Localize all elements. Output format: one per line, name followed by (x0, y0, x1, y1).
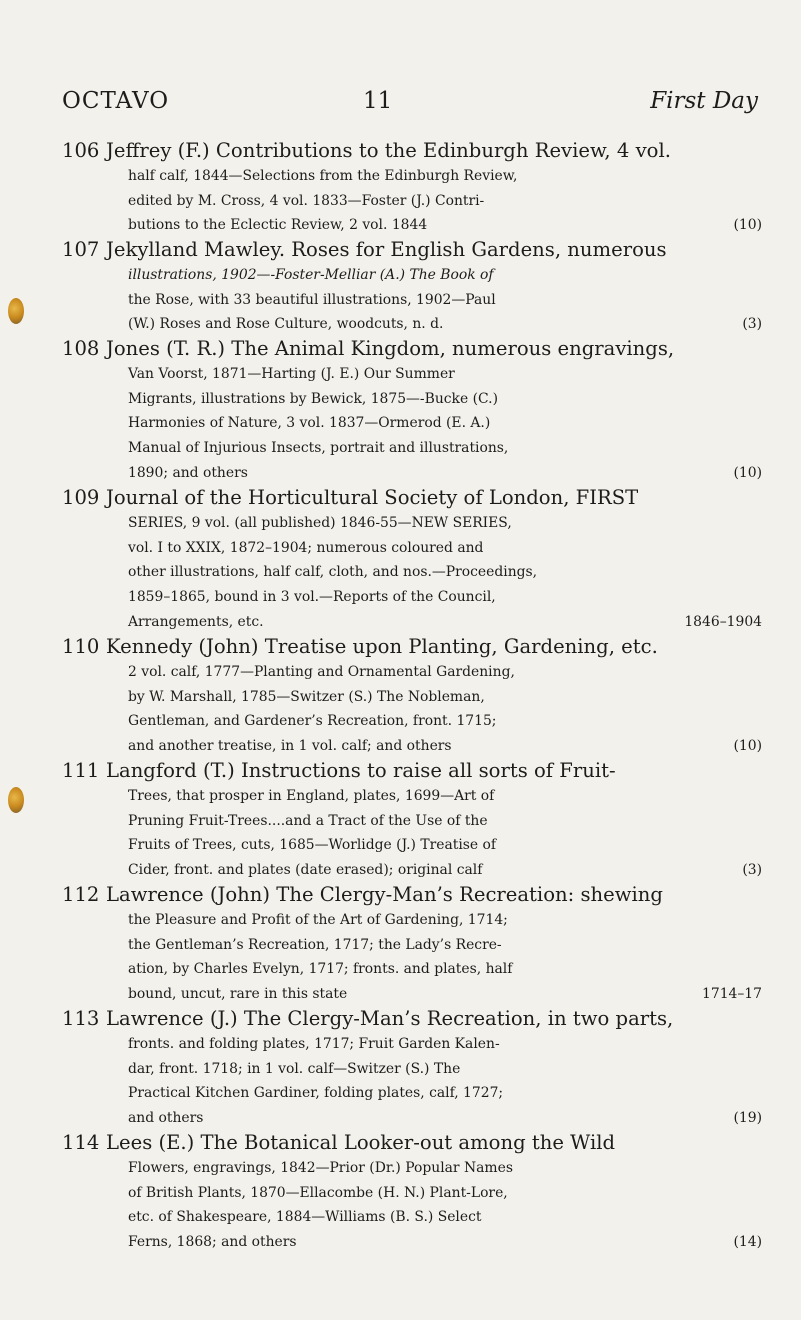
lot-price: 1714–17 (702, 986, 762, 1003)
list-item (62, 337, 762, 486)
lot-line: Ferns, 1868; and others (128, 1234, 297, 1251)
lot-price: (14) (733, 1234, 762, 1251)
lot-line: Flowers, engravings, 1842—Prior (Dr.) Popular Names (128, 1159, 513, 1176)
lot-line: Gentleman, and Gardener’s Recreation, front. 1715; (128, 713, 497, 730)
list-item (62, 486, 762, 635)
lot-line: vol. I to XXIX, 1872–1904; numerous coloured and (128, 539, 484, 556)
lot-line: of British Plants, 1870—Ellacombe (H. N.) Plant-Lore, (128, 1184, 508, 1201)
lot-price: (3) (742, 862, 762, 879)
lot-line: Lees (E.) The Botanical Looker-out among the Wild (106, 1131, 616, 1154)
lot-number: 114 (62, 1131, 100, 1154)
lot-line: etc. of Shakespeare, 1884—Williams (B. S.) Select (128, 1209, 482, 1226)
lot-price: (10) (733, 464, 762, 481)
lot-line: the Gentleman’s Recreation, 1717; the Lady’s Recre- (128, 936, 502, 953)
lot-line: Cider, front. and plates (date erased); original calf (128, 862, 483, 879)
lot-line: Migrants, illustrations by Bewick, 1875—-Bucke (C.) (128, 390, 499, 407)
lot-line: Lawrence (J.) The Clergy-Man’s Recreation, in two parts, (106, 1007, 674, 1030)
lot-price: 1846–1904 (684, 613, 762, 630)
lot-line: Arrangements, etc. (128, 613, 264, 630)
lot-number: 111 (62, 759, 100, 782)
lot-line: Langford (T.) Instructions to raise all sorts of Fruit- (106, 759, 616, 782)
lot-line: Fruits of Trees, cuts, 1685—Worlidge (J.) Treatise of (128, 837, 497, 854)
lot-line: other illustrations, half calf, cloth, and nos.—Proceedings, (128, 564, 538, 581)
lot-line: Lawrence (John) The Clergy-Man’s Recreation: shewing (106, 883, 663, 906)
lot-line: Pruning Fruit-Trees....and a Tract of the Use of the (128, 812, 488, 829)
lot-line: Trees, that prosper in England, plates, 1699—Art of (128, 787, 495, 804)
foxing-mark-icon (8, 298, 24, 324)
lot-number: 106 (62, 139, 100, 162)
lot-line: the Pleasure and Profit of the Art of Gardening, 1714; (128, 911, 508, 928)
list-item (62, 759, 762, 883)
lot-line: butions to the Eclectic Review, 2 vol. 1844 (128, 217, 428, 234)
lot-line: (W.) Roses and Rose Culture, woodcuts, n. d. (128, 316, 444, 333)
lot-number: 108 (62, 337, 100, 360)
lot-number: 107 (62, 238, 100, 261)
list-item (62, 238, 762, 337)
lot-line: Manual of Injurious Insects, portrait and illustrations, (128, 440, 509, 457)
lot-line: fronts. and folding plates, 1717; Fruit Garden Kalen- (128, 1035, 500, 1052)
lot-line: Kennedy (John) Treatise upon Planting, Gardening, etc. (106, 635, 658, 658)
lot-line: edited by M. Cross, 4 vol. 1833—Foster (J.) Contri- (128, 192, 485, 209)
header-format: OCTAVO (62, 88, 170, 114)
list-item (62, 139, 762, 238)
lot-number: 109 (62, 486, 100, 509)
lot-line: 2 vol. calf, 1777—Planting and Ornamental Gardening, (128, 663, 515, 680)
lot-line: dar, front. 1718; in 1 vol. calf—Switzer (S.) The (128, 1060, 461, 1077)
lot-price: (10) (733, 738, 762, 755)
lot-line: SERIES, 9 vol. (all published) 1846-55—NEW SERIES, (128, 514, 512, 531)
lot-line: Jones (T. R.) The Animal Kingdom, numerous engravings, (106, 337, 675, 360)
lot-number: 112 (62, 883, 100, 906)
lot-line: Jeffrey (F.) Contributions to the Edinburgh Review, 4 vol. (106, 139, 671, 162)
lot-line: 1859–1865, bound in 3 vol.—Reports of the Council, (128, 589, 496, 606)
lot-line: the Rose, with 33 beautiful illustrations, 1902—Paul (128, 291, 496, 308)
lot-line: Journal of the Horticultural Society of London, FIRST (106, 486, 639, 509)
lot-line: bound, uncut, rare in this state (128, 986, 348, 1003)
lot-line: ation, by Charles Evelyn, 1717; fronts. and plates, half (128, 961, 513, 978)
lot-line: and another treatise, in 1 vol. calf; and others (128, 738, 452, 755)
page-header (62, 88, 758, 122)
lot-number: 110 (62, 635, 100, 658)
lot-line: Practical Kitchen Gardiner, folding plates, calf, 1727; (128, 1085, 504, 1102)
lot-line: Harmonies of Nature, 3 vol. 1837—Ormerod (E. A.) (128, 415, 491, 432)
lot-line: and others (128, 1110, 204, 1127)
list-item (62, 1007, 762, 1131)
lot-line: Jekylland Mawley. Roses for English Gardens, numerous (106, 238, 667, 261)
lot-price: (10) (733, 217, 762, 234)
lot-price: (3) (742, 316, 762, 333)
list-item (62, 635, 762, 759)
lot-line: illustrations, 1902—-Foster-Melliar (A.) The Book of (128, 266, 494, 283)
header-day: First Day (650, 88, 758, 114)
lot-line: Van Voorst, 1871—Harting (J. E.) Our Summer (128, 365, 455, 382)
lot-line: half calf, 1844—Selections from the Edinburgh Review, (128, 167, 518, 184)
list-item (62, 1131, 762, 1255)
page-number: 11 (363, 88, 393, 114)
foxing-mark-icon (8, 787, 24, 813)
lot-line: 1890; and others (128, 464, 248, 481)
lot-number: 113 (62, 1007, 100, 1030)
list-item (62, 883, 762, 1007)
lot-price: (19) (733, 1110, 762, 1127)
lot-line: by W. Marshall, 1785—Switzer (S.) The Nobleman, (128, 688, 485, 705)
